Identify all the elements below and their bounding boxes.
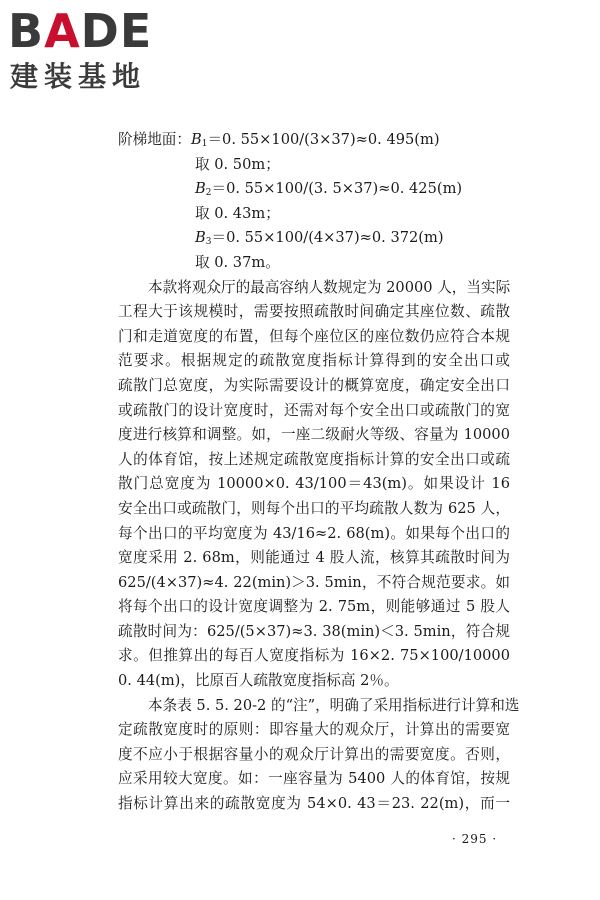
paragraph-line: 人的体育馆，按上述规定疏散宽度指标计算的安全出口或疏: [118, 450, 510, 468]
formula-b3: $B_3=0$. 55×100/(4×37)≈0. 372(m): [195, 229, 444, 248]
paragraph-line: 本条表 5. 5. 20-2 的“注”，明确了采用指标进行计算和选: [148, 696, 520, 714]
formula-b1: 阶梯地面：$B_1=0$. 55×100/(3×37)≈0. 495(m): [118, 131, 440, 149]
bade-logo: [8, 6, 178, 96]
paragraph-line: 工程大于该规模时，需要按照疏散时间确定其座位数、疏散: [118, 303, 510, 321]
formula-b1-take: 取 0. 50m；: [195, 155, 280, 173]
logo-wordmark: BADE: [8, 4, 153, 58]
paragraph-line: 疏散时间为：625/(5×37)≈3. 38(min)＜3. 5min，符合规: [118, 622, 510, 640]
paragraph-capacity: [118, 276, 510, 694]
paragraph-line: 应采用较大宽度。如：一座容量为 5400 人的体育馆，按规: [118, 770, 510, 788]
paragraph-line: 宽度采用 2. 68m，则能通过 4 股人流，核算其疏散时间为: [118, 549, 510, 567]
page-number: · 295 ·: [452, 832, 498, 846]
paragraph-line: 0. 44(m)，比原百人疏散宽度指标高 2％。: [118, 672, 399, 690]
paragraph-line: 或疏散门的设计宽度时，还需对每个安全出口或疏散门的宽: [118, 401, 510, 419]
paragraph-line: 指标计算出来的疏散宽度为 54×0. 43＝23. 22(m)，而一: [118, 795, 510, 813]
paragraph-line: 度不应小于根据容量小的观众厅计算出的需要宽度。否则，: [118, 745, 510, 763]
paragraph-table-note: [118, 694, 520, 817]
paragraph-line: 范要求。根据规定的疏散宽度指标计算得到的安全出口或: [118, 352, 510, 370]
logo-subtitle: 建装基地: [10, 60, 147, 93]
paragraph-line: 散门总宽度为 10000×0. 43/100＝43(m)。如果设计 16: [118, 475, 510, 493]
paragraph-line: 疏散门总宽度，为实际需要设计的概算宽度，确定安全出口: [118, 376, 510, 394]
paragraph-line: 每个出口的平均宽度为 43/16≈2. 68(m)。如果每个出口的: [118, 524, 510, 542]
paragraph-line: 本款将观众厅的最高容纳人数规定为 20000 人，当实际: [148, 278, 511, 296]
formula-b2-take: 取 0. 43m；: [195, 204, 280, 222]
formula-b2: $B_2=0$. 55×100/(3. 5×37)≈0. 425(m): [195, 180, 463, 199]
paragraph-line: 安全出口或疏散门，则每个出口的平均疏散人数为 625 人，: [118, 499, 510, 517]
paragraph-line: 度进行核算和调整。如，一座二级耐火等级、容量为 10000: [118, 426, 510, 444]
paragraph-line: 定疏散宽度时的原则：即容量大的观众厅，计算出的需要宽: [118, 721, 510, 739]
paragraph-line: 求。但推算出的每百人宽度指标为 16×2. 75×100/10000: [118, 647, 510, 665]
page-body: [118, 128, 520, 817]
paragraph-line: 门和走道宽度的布置，但每个座位区的座位数仍应符合本规: [118, 327, 510, 345]
formula-b3-take: 取 0. 37m。: [195, 253, 280, 271]
paragraph-line: 将每个出口的设计宽度调整为 2. 75m，则能够通过 5 股人: [118, 598, 510, 616]
paragraph-line: 625/(4×37)≈4. 22(min)＞3. 5min，不符合规范要求。如: [118, 573, 510, 591]
